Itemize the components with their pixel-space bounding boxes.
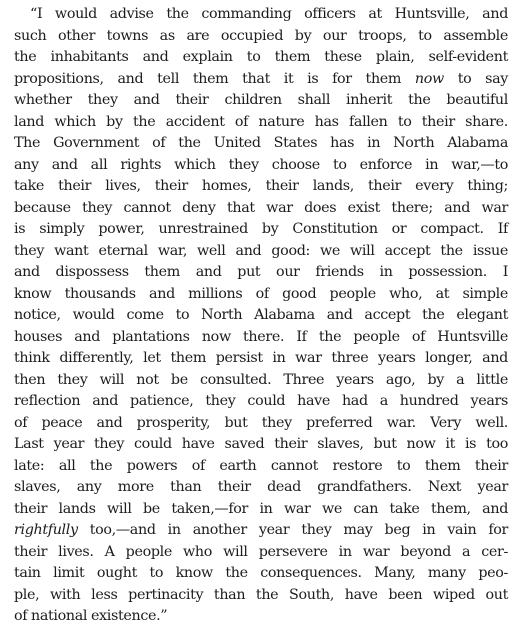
- text-line: [14, 26, 508, 48]
- text-line: [14, 4, 508, 26]
- italic-text: rightfully: [14, 522, 78, 538]
- text-line: [14, 155, 508, 177]
- line-text: too,—and in another year they may beg in vain for: [77, 522, 508, 538]
- quoted-passage: [14, 4, 508, 628]
- text-line: [14, 348, 508, 370]
- line-text: to say: [443, 70, 508, 87]
- text-line: [14, 327, 508, 349]
- text-line: [14, 47, 508, 69]
- text-line: [14, 413, 508, 435]
- line-text: of national existence.”: [14, 608, 168, 624]
- line-text: propositions, and tell them that it is for them: [14, 70, 415, 87]
- text-line: [14, 305, 508, 327]
- line-text: then they will not be consulted. Three years ago, by a little: [14, 371, 508, 388]
- line-text: take their lives, their homes, their lands, their every thing;: [14, 178, 508, 194]
- text-line: [14, 284, 508, 306]
- text-line: [14, 434, 508, 456]
- line-text: their lands will be taken,—for in war we can take them, and: [14, 500, 508, 517]
- line-text: whether they and their children shall inherit the beautiful: [14, 92, 508, 108]
- line-text: such other towns as are occupied by our troops, to assemble: [14, 27, 508, 44]
- line-text: their lives. A people who will persevere in war beyond a cer-: [14, 543, 508, 560]
- line-text: any and all rights which they choose to enforce in war,—to: [14, 156, 508, 173]
- line-text: slaves, any more than their dead grandfathers. Next year: [14, 479, 508, 495]
- line-text: is simply power, unrestrained by Constitution or compact. If: [14, 221, 508, 237]
- text-line: [14, 198, 508, 220]
- line-text: they want eternal war, well and good: we will accept the issue: [14, 242, 508, 259]
- line-text: the inhabitants and explain to them these plain, self-evident: [14, 49, 508, 65]
- line-text: tain limit ought to know the consequences. Many, many peo-: [14, 565, 508, 581]
- text-line: [14, 262, 508, 284]
- line-text: notice, would come to North Alabama and accept the elegant: [14, 307, 508, 323]
- text-line: [14, 606, 508, 628]
- italic-text: now: [414, 70, 444, 87]
- text-line: [14, 133, 508, 155]
- text-line: [14, 90, 508, 112]
- text-line: [14, 219, 508, 241]
- line-text: and dispossess them and put our friends in possession. I: [14, 264, 508, 280]
- text-line: [14, 585, 508, 607]
- text-line: [14, 176, 508, 198]
- text-line: [14, 391, 508, 413]
- line-text: Last year they could have saved their slaves, but now it is too: [14, 436, 508, 452]
- line-text: houses and plantations now there. If the people of Huntsville: [14, 328, 508, 345]
- text-line: [14, 499, 508, 521]
- text-line: [14, 112, 508, 134]
- text-line: [14, 69, 508, 91]
- text-line: [14, 241, 508, 263]
- text-line: [14, 456, 508, 478]
- line-text: land which by the accident of nature has fallen to their share.: [14, 113, 508, 130]
- line-text: know thousands and millions of good people who, at simple: [14, 285, 508, 302]
- line-text: reflection and patience, they could have had a hundred years: [14, 393, 508, 409]
- line-text: “I would advise the commanding officers at Huntsville, and: [30, 6, 508, 22]
- text-line: [14, 542, 508, 564]
- line-text: ple, with less pertinacity than the South, have been wiped out: [14, 586, 508, 603]
- text-line: [14, 370, 508, 392]
- text-line: [14, 477, 508, 499]
- line-text: think differently, let them persist in war three years longer, and: [14, 350, 508, 366]
- line-text: of peace and prosperity, but they preferred war. Very well.: [14, 414, 508, 431]
- line-text: late: all the powers of earth cannot restore to them their: [14, 457, 508, 474]
- line-text: The Government of the United States has in North Alabama: [14, 135, 508, 151]
- text-line: [14, 563, 508, 585]
- text-line: [14, 520, 508, 542]
- line-text: because they cannot deny that war does exist there; and war: [14, 199, 508, 216]
